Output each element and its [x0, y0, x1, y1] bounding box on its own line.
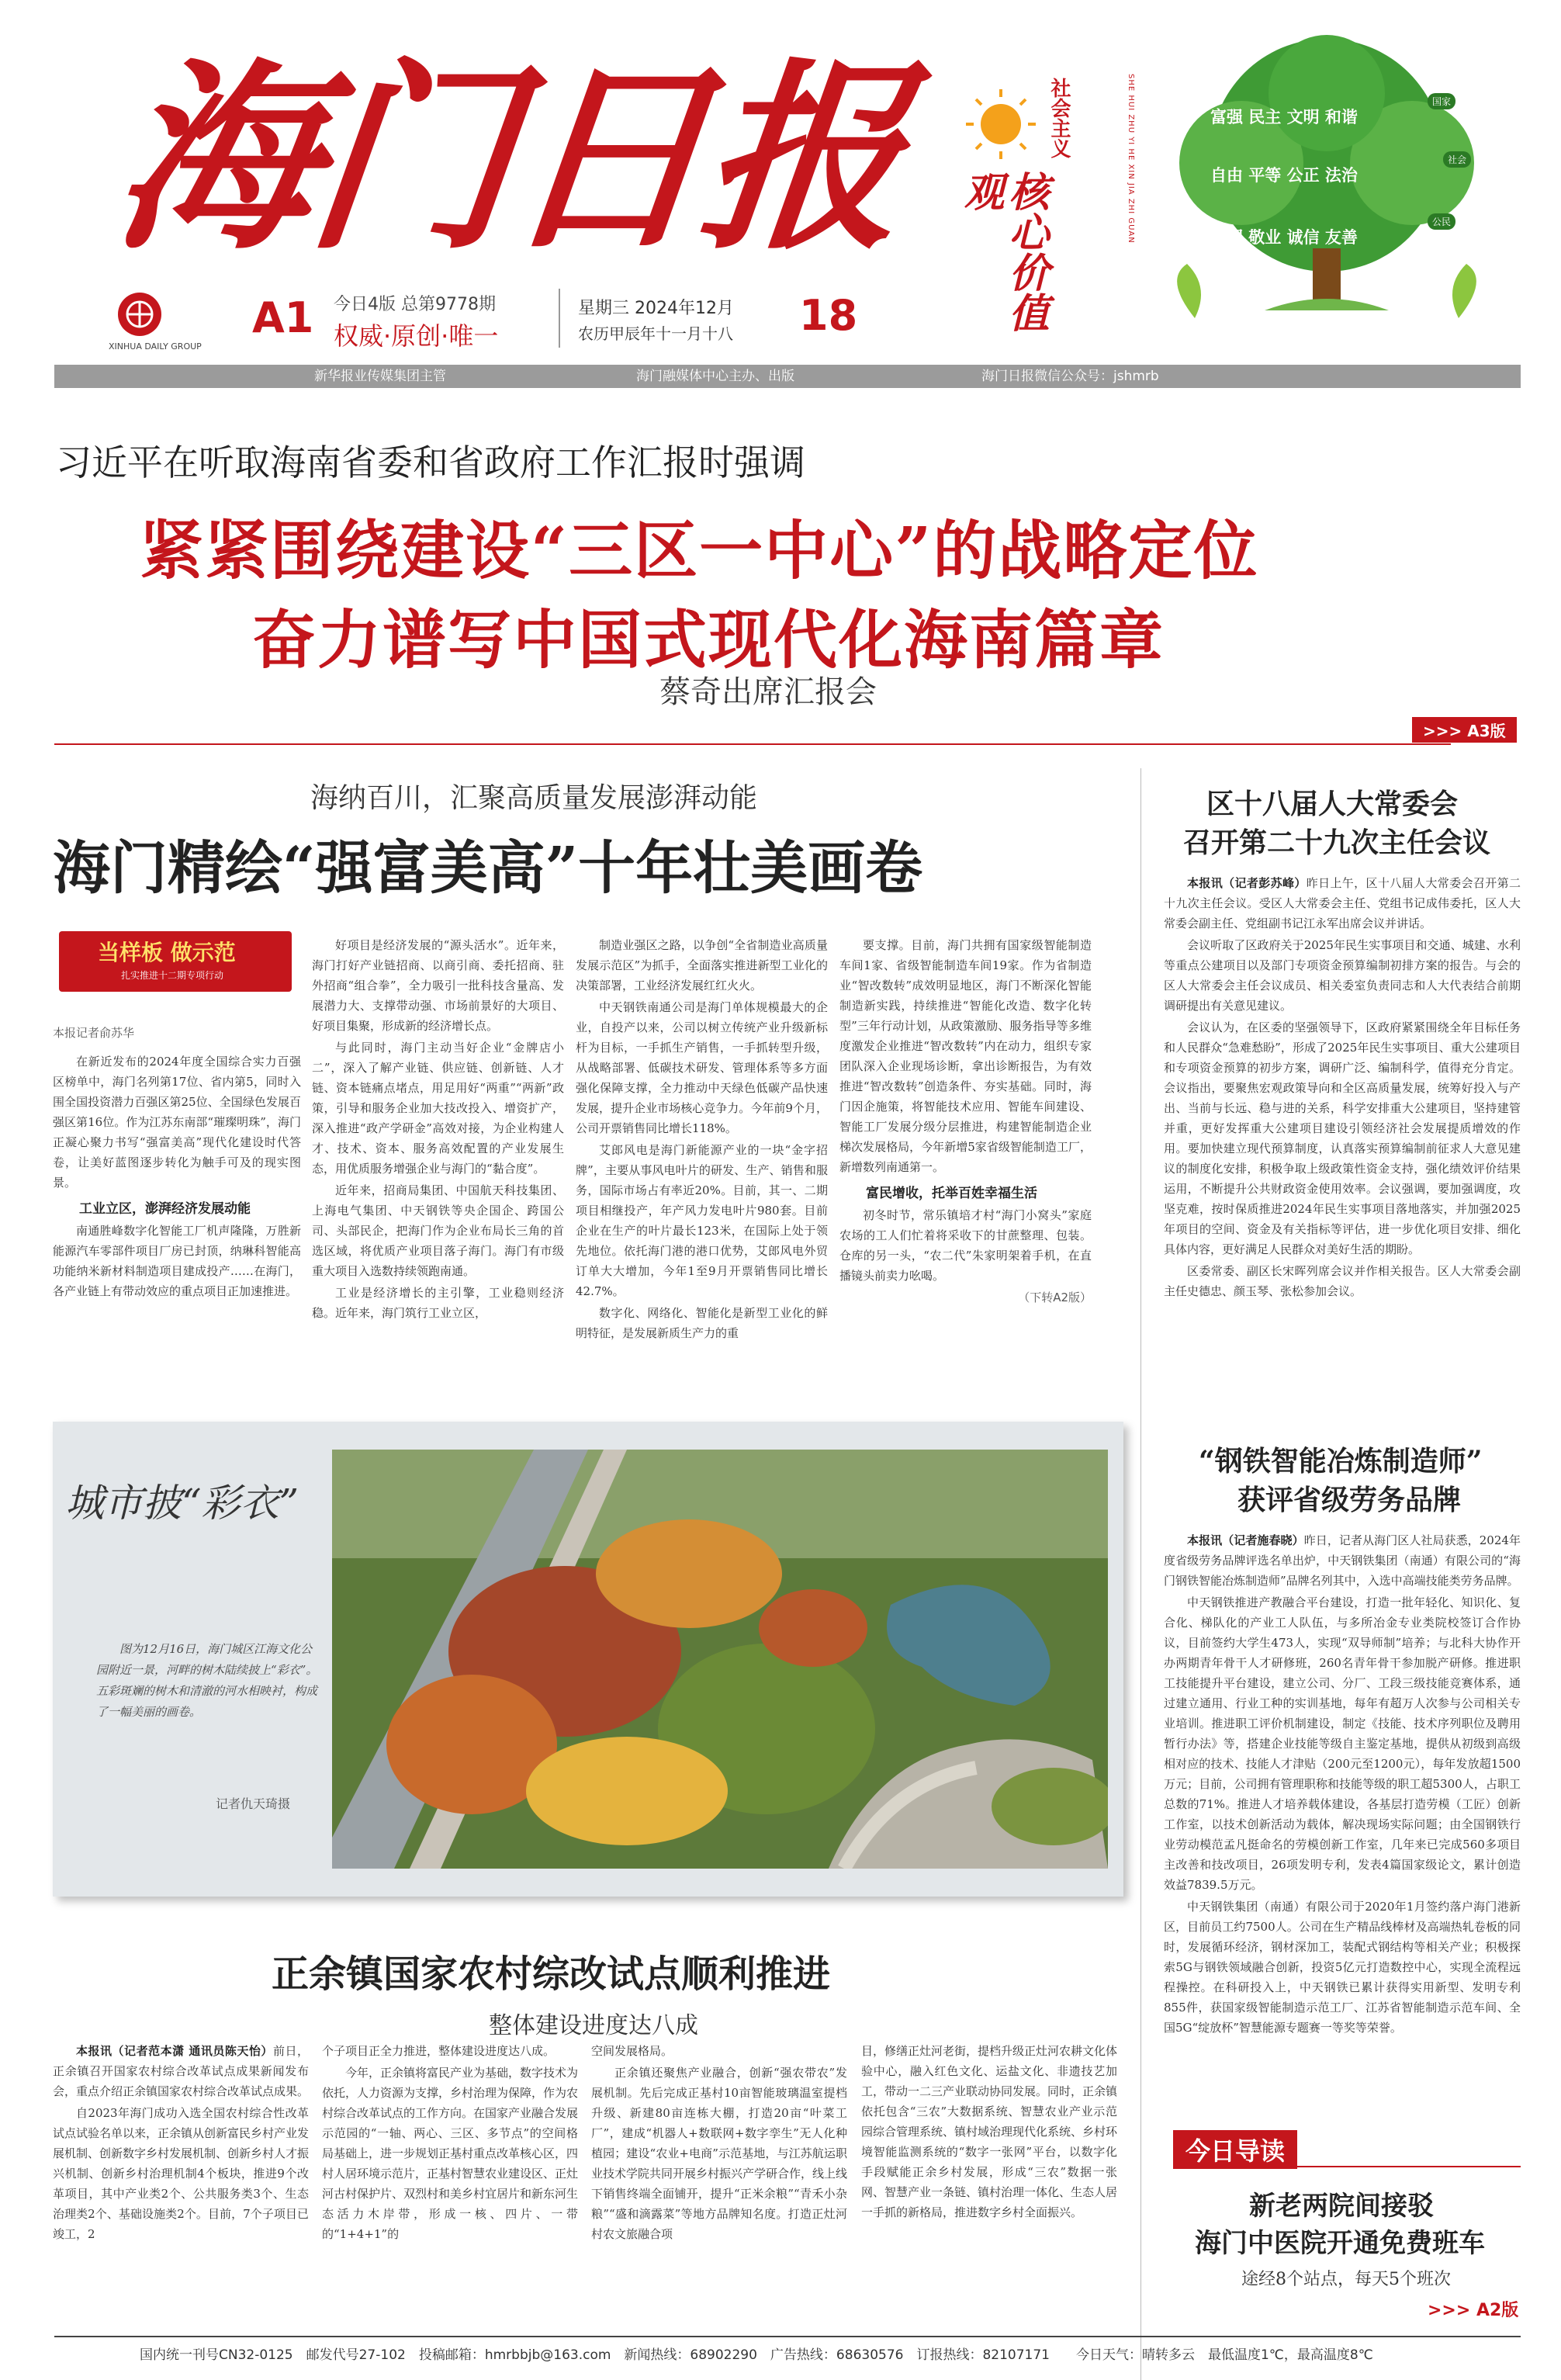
- weekday-date: 星期三 2024年12月: [578, 299, 734, 318]
- lead-headline-2: 奋力谱写中国式现代化海南篇章: [252, 603, 1165, 677]
- today-jump-link[interactable]: >>> A2版: [1428, 2301, 1519, 2320]
- paragraph: 南通胜峰数字化智能工厂机声隆隆，万胜新能源汽车零部件项目厂房已封顶，纳琳科智能高功能纳米新材料制造项目建成投产……在海门，各产业链上有带动效应的重点项目正加速推进。: [53, 1224, 301, 1298]
- today-subtitle: 途经8个站点，每天5个班次: [1241, 2270, 1451, 2289]
- side1-byline: 本报讯（记者彭苏峰）: [1187, 876, 1307, 890]
- paragraph: 艾郎风电是海门新能源产业的一块“金字招牌”，主要从事风电叶片的研发、生产、销售和服务，国际市场占有率近20%。目前，其一、二期项目相继投产，年产风力发电叶片980套。目前企业在生产的叶片最长123米，在国际上处于领先地位。依托海门港的港口优势，艾郎风电外贸订单大大增加，今年1至9月开票销售同比增长42.7%。: [576, 1143, 828, 1298]
- top-banner: [54, 365, 1521, 388]
- paragraph: 要支撑。目前，海门共拥有国家级智能制造车间1家、省级智能制造车间19家。作为省制造业“智改数转”成效明显地区，海门不断深化智能制造新实践，持续推进“智能化改造、数字化转型”三年行动计划，从政策激励、服务指导等多维度激发企业推进“智改数转”内在动力，组织专家团队深入企业现场诊断，拿出诊断报告，为有效推进“智改数转”创造条件、夯实基础。同时，海门因企施策，将智能技术应用、智能车间建设、智能工厂发展分级分层推进，构建智能制造企业梯次发展格局，今年新增5家省级智能制造工厂，新增数列南通第一。: [839, 938, 1092, 1174]
- paragraph: 与此同时，海门主动当好企业“金牌店小二”，深入了解产业链、供应链、创新链、人才链、资本链痛点堵点，用足用好“两重”“两新”政策，引导和服务企业加大技改投入、增资扩产，深入推进“政产学研金”高效对接，为企业构建人才、技术、资本、服务高效配置的产业发展生态，用优质服务增强企业与海门的“黏合度”。: [312, 1041, 564, 1176]
- edition-number: A1: [252, 293, 314, 342]
- lead-subtitle: 蔡奇出席汇报会: [659, 674, 877, 710]
- paragraph: 中天钢铁推进产教融合平台建设，打造一批年轻化、知识化、复合化、梯队化的产业工人队伍，与多所冶金专业类院校签订合作协议，目前签约大学生473人，实现“双导师制”培养；与北科大协作开办两期青年骨干人才研修班，260名青年骨干参加脱产研修。推进职工技能提升平台建设，建立公司、分厂、工段三级技能竞赛体系，通过建立通用、行业工种的实训基地，每年有超万人次参与公司相关专业培训。推进职工评价机制建设，制定《技能、技术序列职位及聘用暂行办法》等，搭建企业技能等级自主鉴定基地，提供从初级到高级相对应的技术、技能人才津贴（200元至1200元），每年发放超1500万元；目前，公司拥有管理职称和技能等级的职工超5300人，占职工总数的71%。推进人才培养载体建设，各基层打造劳模（工匠）创新工作室，以技术创新活动为载体，解决现场实际问题；由全国钢铁行业劳动模范孟凡挺命名的劳模创新工作室，几年来已完成560多项目主改善和技改项目，26项发明专利，发表4篇国家级论文，累计创造效益7839.5万元。: [1164, 1595, 1521, 1892]
- masthead: [0, 0, 1561, 365]
- feature-column-3: [576, 935, 828, 1447]
- xinhua-logo: [116, 291, 163, 338]
- rural-column-2: [322, 2041, 578, 2316]
- values-row-nation: 富强 民主 文明 和谐: [1210, 107, 1358, 126]
- vertical-divider: [1140, 768, 1141, 2380]
- side2-body: [1164, 1530, 1521, 2120]
- paragraph: 昨日上午，区十八届人大常委会召开第二十九次主任会议。受区人大常委会主任、党组书记成伟委托，区人大常委会副主任、党组副书记江永军出席会议并讲话。: [1164, 876, 1521, 930]
- photo-caption: 图为12月16日，海门城区江海文化公园附近一景，河畔的树木陆续披上“彩衣”。五彩斑斓的树木和清澈的河水相映衬，构成了一幅美丽的画卷。: [96, 1642, 318, 1719]
- lunar-date: 农历甲辰年十一月十八: [578, 324, 733, 343]
- badge-subtitle: 扎实推进十二期专项行动: [121, 970, 224, 981]
- paragraph: 会议听取了区政府关于2025年民生实事项目和交通、城建、水利等重点公建项目以及部门专项资金预算编制初排方案的报告。与会的区人大常委会主任会议成员、相关委室负责同志和人大代表结合前期调研提出有关意见建议。: [1164, 938, 1521, 1013]
- paragraph: 中天钢铁南通公司是海门单体规模最大的企业，自投产以来，公司以树立传统产业升级新标杆为目标，一手抓生产销售，一手抓转型升级，从战略部署、低碳技术研发、管理体系等多方面强化保障支撑，全力推动中天绿色低碳产品快速发展，提升企业市场核心竞争力。今年前9个月，公司开票销售同比增长118%。: [576, 1000, 828, 1135]
- side2-headline-1: “钢铁智能冶炼制造师”: [1199, 1445, 1483, 1478]
- section-subhead: 富民增收，托举百姓幸福生活: [866, 1186, 1037, 1201]
- paragraph: 中天钢铁集团（南通）有限公司于2020年1月签约落户海门港新区，目前员工约7500人。公司在生产精品线棒材及高端热轧卷板的同时，发展循环经济，钢材深加工，装配式钢结构等相关产业；积极探索5G与钢铁领域融合创新，投资5亿元打造数控中心，实现全流程远程操控。在科研投入上，中天钢铁已累计获得实用新型、发明专利855件，获国家级智能制造示范工厂、江苏省智能制造示范车间、全国5G“绽放杯”智慧能源专题赛一等奖等荣誉。: [1164, 1900, 1521, 2035]
- feature-column-2: [312, 935, 564, 1447]
- feature-kicker: 海纳百川，汇聚高质量发展澎湃动能: [310, 782, 758, 814]
- core-values-title-2: 核心价值观: [957, 171, 1049, 332]
- side2-headline-2: 获评省级劳务品牌: [1237, 1484, 1462, 1516]
- badge-title: 当样板 做示范: [98, 940, 236, 965]
- edition-line: 今日4版 总第9778期: [334, 295, 496, 314]
- values-tag-society: 社会: [1443, 151, 1471, 168]
- values-row-society: 自由 平等 公正 法治: [1210, 165, 1358, 185]
- paragraph: 近年来，招商局集团、中国航天科技集团、上海电气集团、中天钢铁等央企国企、跨国公司、头部民企，把海门作为企业布局长三角的首选区域，将优质产业项目落子海门。海门有市级重大项目入选数持续领跑南通。: [312, 1183, 564, 1278]
- feature-column-4: [839, 935, 1092, 1447]
- side1-headline-2: 召开第二十九次主任会议: [1183, 826, 1491, 859]
- city-park-aerial-photo: [332, 1450, 1108, 1869]
- today-guide-box[interactable]: [1164, 2130, 1521, 2324]
- paragraph: 前日，正余镇召开国家农村综合改革试点成果新闻发布会，重点介绍正余镇国家农村综合改革试点成果。: [53, 2044, 309, 2098]
- paragraph: 空间发展格局。: [591, 2044, 673, 2058]
- paragraph: 数字化、网络化、智能化是新型工业化的鲜明特征，是发展新质生产力的重: [576, 1306, 828, 1340]
- masthead-divider: [559, 289, 560, 348]
- section-subhead: 工业立区，澎湃经济发展动能: [79, 1201, 251, 1217]
- rural-column-1: [53, 2041, 309, 2316]
- paragraph: 制造业强区之路，以争创“全省制造业高质量发展示范区”为抓手，全面落实推进新型工业化的决策部署，工业经济发展红红火火。: [576, 938, 828, 993]
- values-tag-citizen: 公民: [1428, 213, 1455, 230]
- today-guide-rule: [1173, 2166, 1521, 2167]
- side2-byline: 本报讯（记者施春晓）: [1187, 1533, 1304, 1547]
- today-guide-label: 今日导读: [1173, 2130, 1297, 2169]
- paragraph: 自2023年海门成功入选全国农村综合性改革试点试验名单以来，正余镇从创新富民乡村产业发展机制、创新数字乡村发展机制、创新乡村人才振兴机制、创新乡村治理机制4个板块，推进9个改革项目，其中产业类2个、公共服务类3个、生态治理类2个、基础设施类2个。目前，7个子项目已竣工，2: [53, 2106, 309, 2241]
- paragraph: 个子项目正全力推进，整体建设进度达八成。: [322, 2044, 556, 2058]
- motto: 权威·原创·唯一: [334, 321, 499, 351]
- side1-body: [1164, 873, 1521, 1432]
- rural-byline: 本报讯（记者范本潇 通讯员陈天怡）: [76, 2044, 273, 2058]
- footer-rule: [54, 2336, 1521, 2337]
- banner-right: 海门日报微信公众号：jshmrb: [981, 369, 1159, 384]
- sun-icon: [966, 89, 1036, 159]
- paragraph: 今年，正余镇将富民产业为基础，数字技术为依托，人力资源为支撑，乡村治理为保障，作为农村综合改革试点的工作方向。在国家产业融合发展示范园的“一轴、两心、三区、多节点”的空间格局基础上，进一步规划正基村重点改革核心区，四村人居环境示范片，正基村智慧农业建设区、正灶河古村保护片、双烈村和美乡村宜居片和新东河生态活力木岸带，形成一核、四片、一带的“1+4+1”的: [322, 2066, 578, 2241]
- photo-credit: 记者仇天琦摄: [216, 1796, 291, 1811]
- values-row-citizen: 爱国 敬业 诚信 友善: [1210, 227, 1358, 247]
- feature-headline: 海门精绘“强富美高”十年壮美画卷: [53, 835, 923, 902]
- banner-left: 新华报业传媒集团主管: [314, 369, 446, 384]
- paragraph: 在新近发布的2024年度全国综合实力百强区榜单中，海门名列第17位、省内第5，同时入围全国投资潜力百强区第25位、全国绿色发展百强区第16位。作为江苏东南部“璀璨明珠”，海门正凝心聚力书写“强富美高”现代化建设时代答卷，让美好蓝图逐步转化为触手可及的现实图景。: [53, 1055, 301, 1190]
- rural-headline: 正余镇国家农村综改试点顺利推进: [272, 1952, 831, 1996]
- values-tree-graphic: [1148, 31, 1505, 341]
- xinhua-logo-text: XINHUA DAILY GROUP: [109, 341, 202, 352]
- paragraph: 初冬时节，常乐镇培才村“海门小窝头”家庭农场的工人们忙着将采收下的甘蔗整理、包装。仓库的另一头，“农二代”朱家明架着手机，在直播镜头前卖力吆喝。: [839, 1208, 1092, 1283]
- paragraph: 会议认为，在区委的坚强领导下，区政府紧紧围绕全年目标任务和人民群众“急难愁盼”，形成了2025年民生实事项目、重大公建项目和专项资金预算的初步方案，调研广泛、编制科学，值得充分肯定。会议指出，要聚焦宏观政策导向和全区高质量发展，统筹好投入与产出、当前与长远、稳与进的关系，科学安排重大公建项目，坚持建管并重，更好发挥重大公建项目建设引领经济社会发展提质增效的作用。要加快建立现代预算制度，认真落实预算编制前征求人大意见建议的制度化安排，积极争取上级政策性资金支持，强化绩效评价结果运用，不断提升公共财政资金使用效率。会议强调，要加强调度，攻坚克难，按时保质推进2024年民生实事项目落地落实，并加强2025年项目的空间、资金及有关指标等评估，进一步优化项目安排、细化具体内容，更好满足人民群众对美好生活的期盼。: [1164, 1020, 1521, 1256]
- day-number: 18: [799, 291, 858, 340]
- core-values-pinyin: SHE HUI ZHU YI HE XIN JIA ZHI GUAN: [1127, 74, 1135, 244]
- lead-rule: [54, 743, 1451, 745]
- rural-column-4: [861, 2041, 1117, 2316]
- paragraph: 好项目是经济发展的“源头活水”。近年来，海门打好产业链招商、以商引商、委托招商、驻外招商“组合拳”，全力吸引一批科技含量高、发展潜力大、支撑带动强、市场前景好的大项目、好项目集聚，形成新的经济增长点。: [312, 938, 564, 1033]
- values-tag-nation: 国家: [1428, 93, 1455, 109]
- paragraph: 目，修缮正灶河老街，提档升级正灶河农耕文化体验中心，融入红色文化、运盐文化、非遗技艺加工，带动一二三产业联动协同发展。同时，正余镇依托包含“三农”大数据系统、智慧农业产业示范园综合管理系统、镇村域治理现代化系统、乡村环境智能监测系统的“数字一张网”平台，以数字化手段赋能正余乡村发展，形成“三农”数据一张网、智慧产业一条链、镇村治理一体化、生态人居一手抓的新格局，推进数字乡村全面振兴。: [861, 2044, 1117, 2219]
- paragraph: 正余镇还聚焦产业融合，创新“强农带农”发展机制。先后完成正基村10亩智能玻璃温室提档升级、新建80亩连栋大棚，打造20亩“叶菜工厂”，建成“机器人+数联网+数字孪生”无人化种植园；建设“农业+电商”示范基地，与江苏航运职业技术学院共同开展乡村振兴产学研合作，线上线下销售终端全面铺开，提升“正米余粮”“青禾小杂粮”“盛和滴露菜”等地方品牌知名度。打造正灶河村农文旅融合项: [591, 2066, 847, 2241]
- rural-subtitle: 整体建设进度达八成: [489, 2012, 698, 2039]
- banner-center: 海门融媒体中心主办、出版: [636, 369, 794, 384]
- lead-jump-link[interactable]: >>> A3版: [1412, 717, 1517, 743]
- core-values-title-1: 社会主义: [1047, 78, 1071, 158]
- photo-title: 城市披“彩衣”: [65, 1481, 299, 1526]
- lead-kicker: 习近平在听取海南省委和省政府工作汇报时强调: [56, 442, 805, 483]
- feature-badge: [59, 931, 292, 992]
- continued-note[interactable]: （下转A2版）: [1018, 1290, 1092, 1304]
- footer-info: 国内统一刊号CN32-0125 邮发代号27-102 投稿邮箱：hmrbbjb@163.com 新闻热线：68902290 广告热线：68630576 订报热线：82107171 今日天气：晴转多云 最低温度1℃，最高温度8℃: [140, 2347, 1373, 2363]
- today-headline-2: 海门中医院开通免费班车: [1195, 2228, 1485, 2259]
- feature-byline: 本报记者俞苏华: [53, 1026, 135, 1040]
- paragraph: 工业是经济增长的主引擎，工业稳则经济稳。近年来，海门筑行工业立区，: [312, 1286, 564, 1320]
- feature-column-1: [53, 1051, 301, 1447]
- paragraph: 昨日，记者从海门区人社局获悉，2024年度省级劳务品牌评选名单出炉，中天钢铁集团（南通）有限公司的“海门钢铁智能冶炼制造师”品牌名列其中，入选中高端技能类劳务品牌。: [1164, 1533, 1521, 1588]
- today-headline-1: 新老两院间接驳: [1249, 2191, 1434, 2222]
- rural-column-3: [591, 2041, 847, 2316]
- paragraph: 区委常委、副区长宋晖列席会议并作相关报告。区人大常委会副主任史德忠、颜玉琴、张松参加会议。: [1164, 1264, 1521, 1298]
- lead-headline-1: 紧紧围绕建设“三区一中心”的战略定位: [140, 514, 1259, 588]
- photo-frame: [53, 1422, 1123, 1897]
- side1-headline-1: 区十八届人大常委会: [1206, 788, 1459, 820]
- newspaper-title: 海门日报: [104, 40, 912, 277]
